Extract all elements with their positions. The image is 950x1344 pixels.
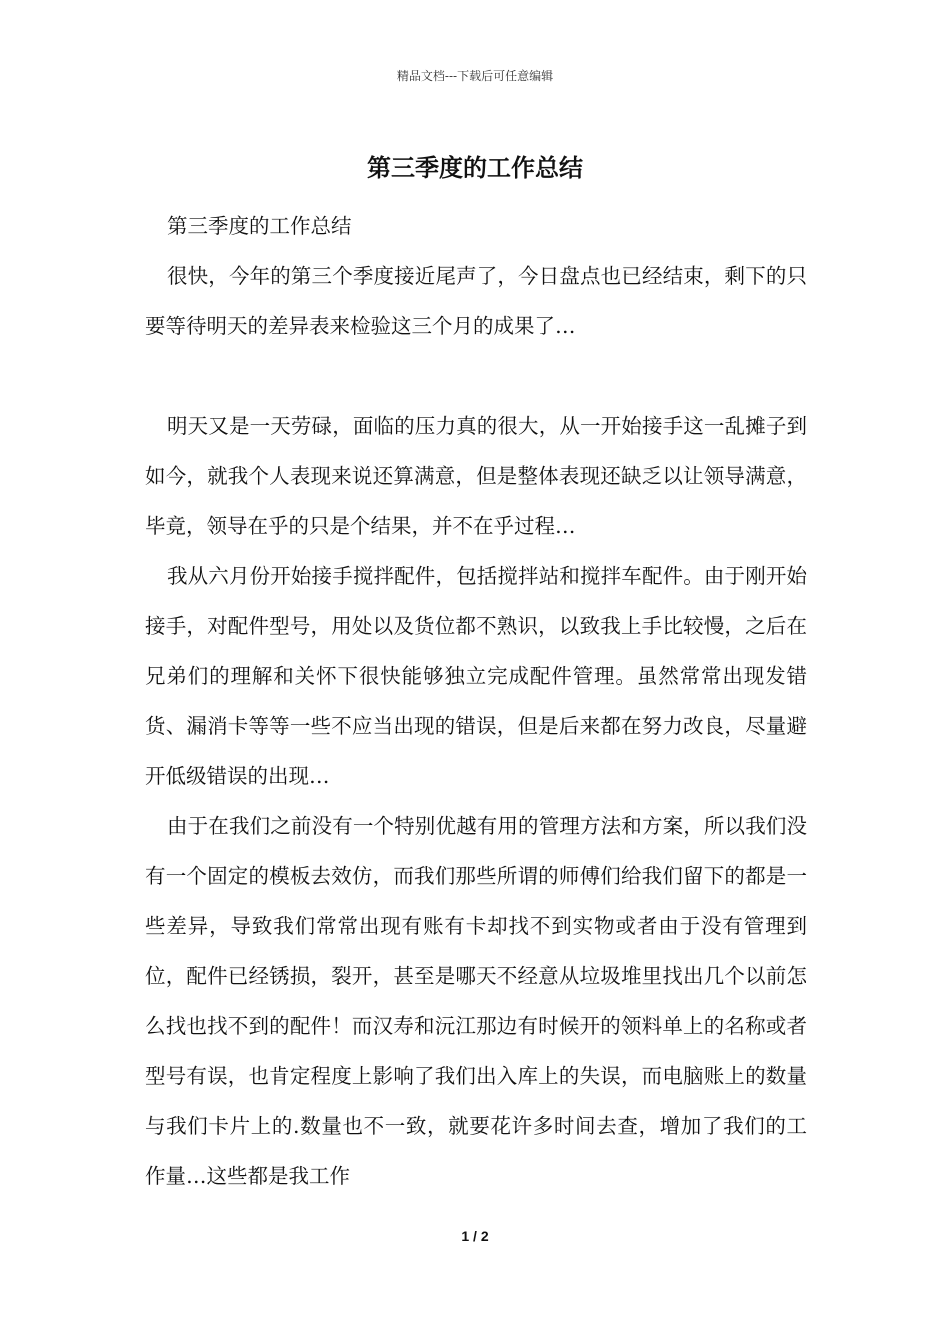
paragraph-4: 由于在我们之前没有一个特别优越有用的管理方法和方案，所以我们没有一个固定的模板去效仿，而我们那些所谓的师傅们给我们留下的都是一些差异，导致我们常常出现有账有卡却找不到实物或者由于没有管理到位，配件已经锈损，裂开，甚至是哪天不经意从垃圾堆里找出几个以前怎么找也找不到的配件！而汉寿和沅江那边有时候开的领料单上的名称或者型号有误，也肯定程度上影响了我们出入库上的失误，而电脑账上的数量与我们卡片上的.数量也不一致，就要花许多时间去查，增加了我们的工作量…这些都是我工作 <box>145 814 807 1188</box>
paragraph-2: 明天又是一天劳碌，面临的压力真的很大，从一开始接手这一乱摊子到如今，就我个人表现来说还算满意，但是整体表现还缺乏以让领导满意，毕竟，领导在乎的只是个结果，并不在乎过程… <box>145 414 807 538</box>
paragraph-1: 很快，今年的第三个季度接近尾声了，今日盘点也已经结束，剩下的只要等待明天的差异表来检验这三个月的成果了… <box>145 264 807 338</box>
document-body <box>145 201 807 1201</box>
document-title: 第三季度的工作总结 <box>367 153 583 182</box>
paragraph-subtitle: 第三季度的工作总结 <box>167 214 352 238</box>
paragraph-gap <box>145 351 807 401</box>
paragraph-3: 我从六月份开始接手搅拌配件，包括搅拌站和搅拌车配件。由于刚开始接手，对配件型号，用处以及货位都不熟识，以致我上手比较慢，之后在兄弟们的理解和关怀下很快能够独立完成配件管理。虽然常常出现发错货、漏消卡等等一些不应当出现的错误，但是后来都在努力改良，尽量避开低级错误的出现… <box>145 564 807 788</box>
page-number: 1 / 2 <box>461 1228 489 1244</box>
header-note: 精品文档---下载后可任意编辑 <box>396 69 554 83</box>
